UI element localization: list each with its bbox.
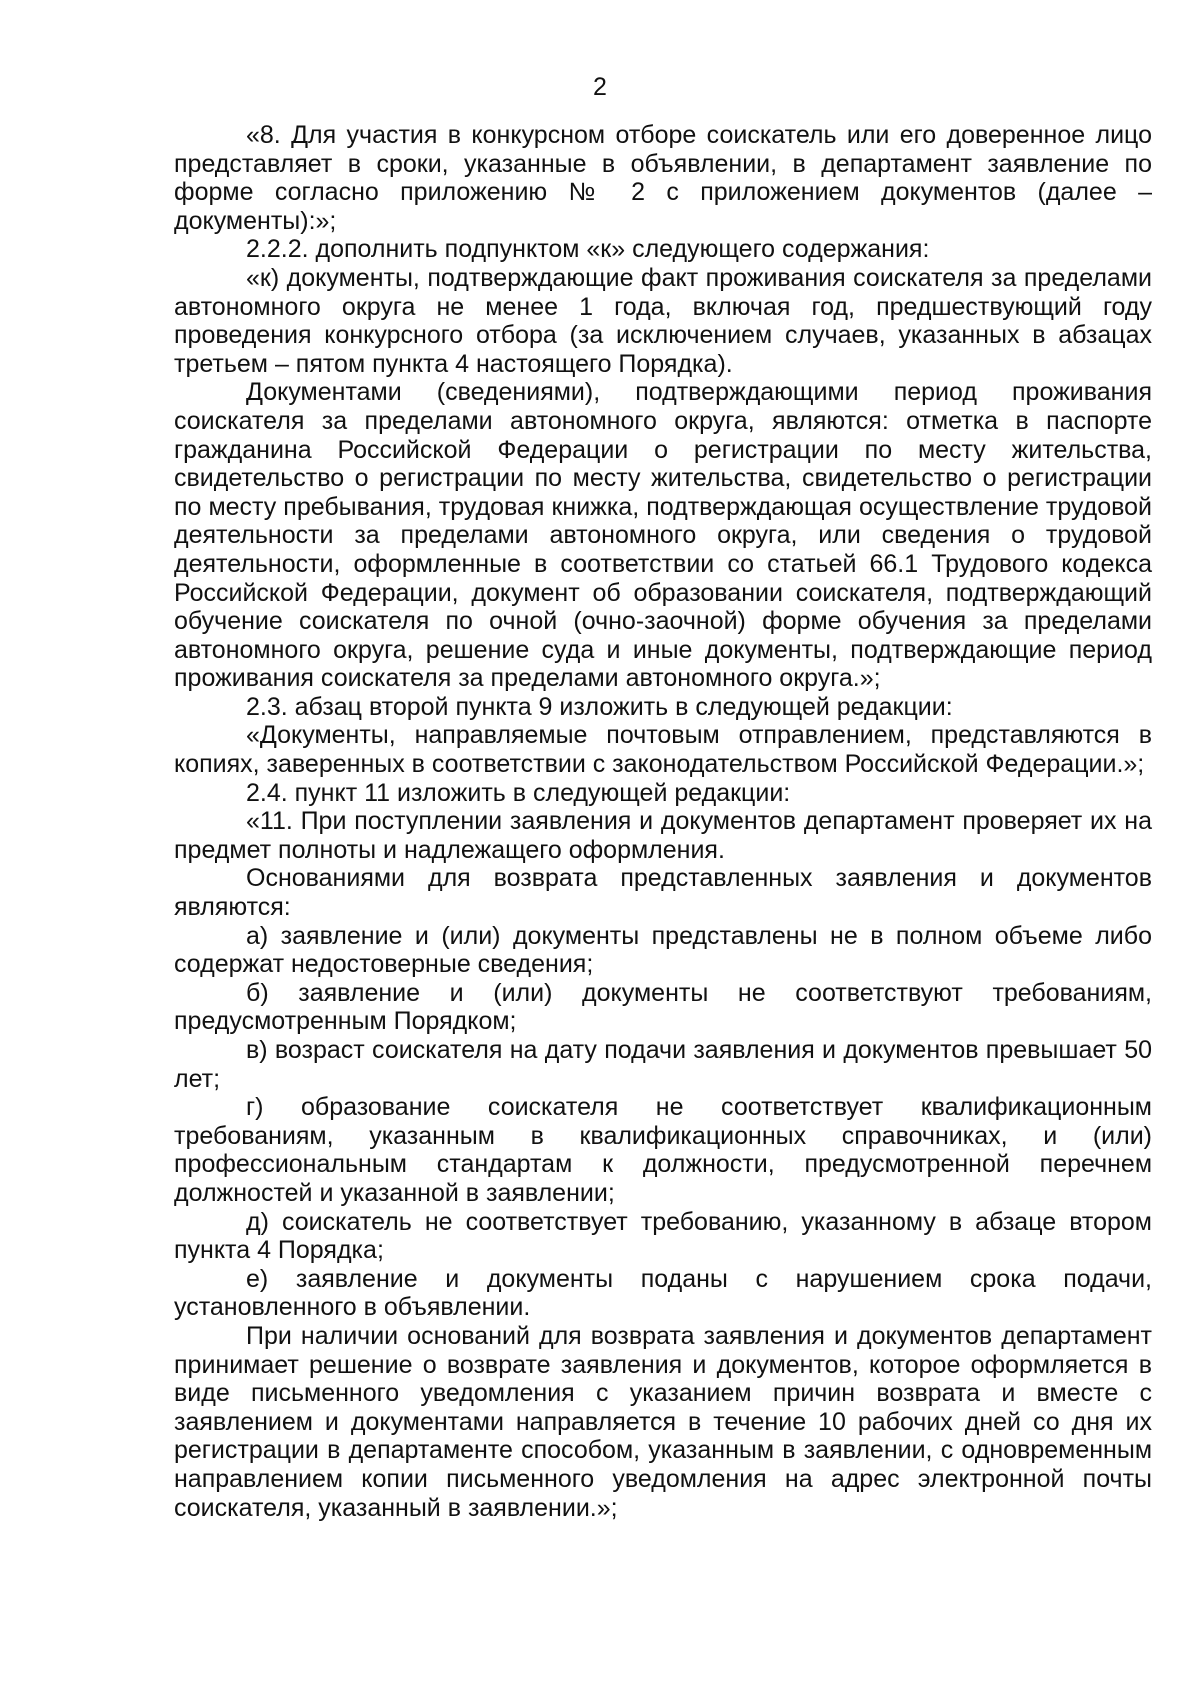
paragraph-return-grounds: Основаниями для возврата представленных заявления и документов являются: bbox=[174, 864, 1152, 922]
paragraph-clause-11: «11. При поступлении заявления и документов департамент проверяет их на предмет полноты и надлежащего оформления. bbox=[174, 807, 1152, 864]
paragraph-ground-b: б) заявление и (или) документы не соответствуют требованиям, предусмотренным Порядком; bbox=[174, 978, 1152, 1036]
paragraph-ground-e: е) заявление и документы поданы с нарушением срока подачи, установленного в объявлении. bbox=[174, 1264, 1152, 1322]
paragraph-return-decision: При наличии оснований для возврата заявления и документов департамент принимает решение о возврате заявления и документов, которое оформляется в виде письменного уведомления с указанием причин возврата и вместе с заявлением и документами направляется в течение 10 рабочих дней со дня их регистрации в департаменте способом, указанным в заявлении, с одновременным направлением копии письменного уведомления на адрес электронной почты соискателя, указанный в заявлении.»; bbox=[174, 1321, 1152, 1522]
paragraph-ground-g: г) образование соискателя не соответствует квалификационным требованиям, указанным в квалификационных справочниках, и (или) профессиональным стандартам к должности, предусмотренной перечнем должностей и указанной в заявлении; bbox=[174, 1093, 1152, 1207]
paragraph-amendment-2-3: 2.3. абзац второй пункта 9 изложить в следующей редакции: bbox=[246, 692, 953, 721]
paragraph-clause-8: «8. Для участия в конкурсном отборе соискатель или его доверенное лицо представляет в сроки, указанные в объявлении, в департамент заявление по форме согласно приложению № 2 с приложением документов (далее – документы):»; bbox=[174, 121, 1152, 235]
document-body bbox=[174, 121, 1152, 1522]
paragraph-subclause-k: «к) документы, подтверждающие факт проживания соискателя за пределами автономного округа не менее 1 года, включая год, предшествующий году проведения конкурсного отбора (за исключением случаев, указанных в абзацах третьем – пятом пункта 4 настоящего Порядка). bbox=[174, 263, 1152, 378]
paragraph-amendment-2-2-2: 2.2.2. дополнить подпунктом «к» следующего содержания: bbox=[246, 235, 930, 264]
paragraph-amendment-2-4: 2.4. пункт 11 изложить в следующей редакции: bbox=[246, 778, 791, 807]
page-number: 2 bbox=[593, 73, 607, 101]
paragraph-residence-documents: Документами (сведениями), подтверждающими период проживания соискателя за пределами автономного округа, являются: отметка в паспорте гражданина Российской Федерации о регистрации по месту жительства, свидетельство о регистрации по месту жительства, свидетельство о регистрации по месту пребывания, трудовая книжка, подтверждающая осуществление трудовой деятельности за пределами автономного округа, или сведения о трудовой деятельности, оформленные в соответствии со статьей 66.1 Трудового кодекса Российской Федерации, документ об образовании соискателя, подтверждающий обучение соискателя по очной (очно-заочной) форме обучения за пределами автономного округа, решение суда и иные документы, подтверждающие период проживания соискателя за пределами автономного округа.»; bbox=[174, 378, 1152, 693]
paragraph-ground-a: а) заявление и (или) документы представлены не в полном объеме либо содержат недостоверные сведения; bbox=[174, 921, 1152, 979]
paragraph-ground-d: д) соискатель не соответствует требованию, указанному в абзаце втором пункта 4 Порядка; bbox=[174, 1207, 1152, 1265]
paragraph-ground-v: в) возраст соискателя на дату подачи заявления и документов превышает 50 лет; bbox=[174, 1036, 1152, 1093]
paragraph-postal-copies: «Документы, направляемые почтовым отправлением, представляются в копиях, заверенных в соответствии с законодательством Российской Федерации.»; bbox=[174, 721, 1152, 779]
